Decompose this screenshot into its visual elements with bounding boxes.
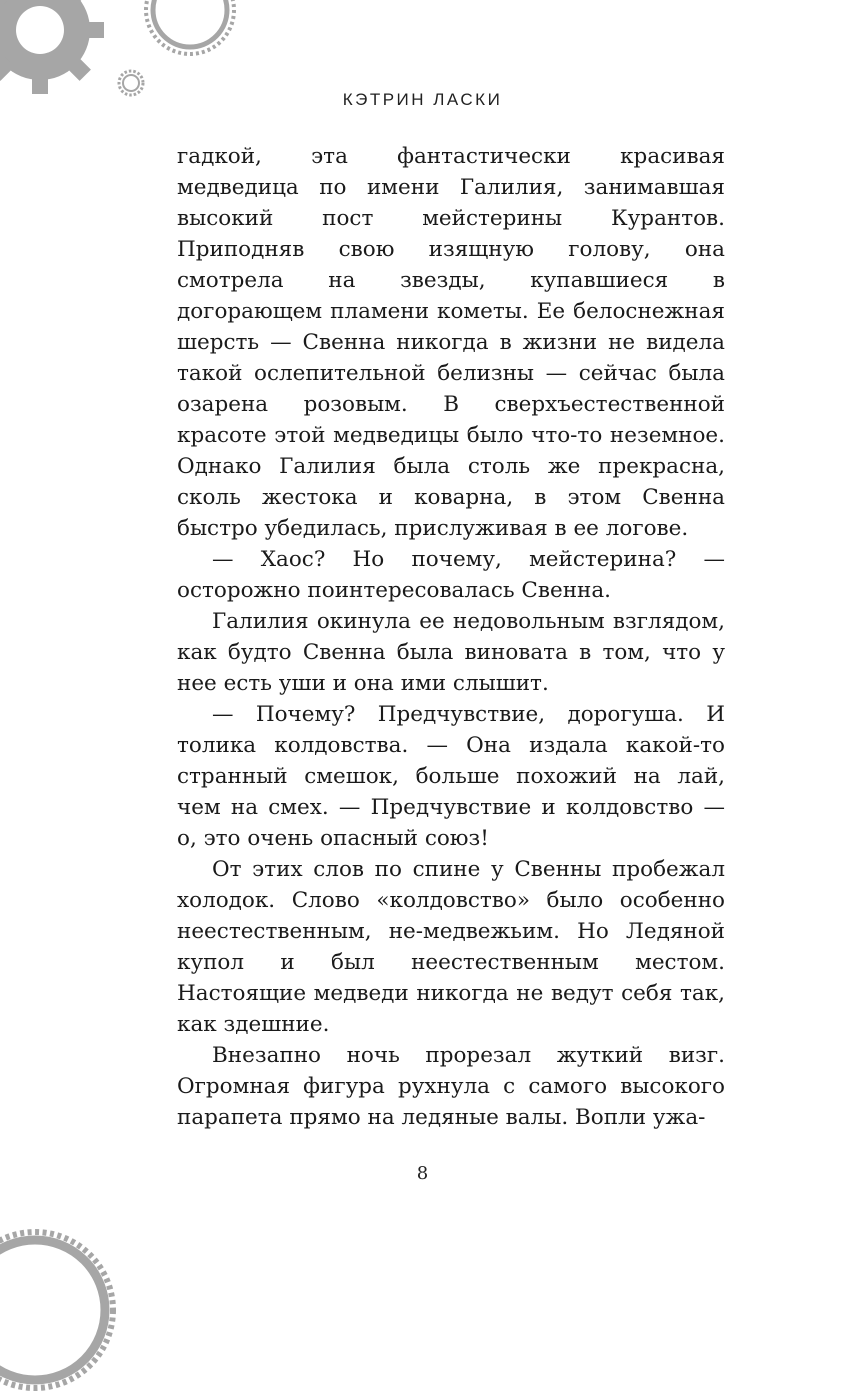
gear-icon-ring [135,0,245,65]
paragraph: гадкой, эта фантастически красивая медведица по имени Галилия, занимавшая высокий пост мейстерины Курантов. Приподняв свою изящную голову, она смотрела на звезды, купавшиеся в догорающем пламени кометы. Ее белоснежная шерсть — Свенна никогда в жизни не видела такой ослепительной белизны — сейчас была озарена розовым. В сверхъестественной красоте этой медведицы было что-то неземное. Однако Галилия была столь же прекрасна, сколь жестока и коварна, в этом Свенна быстро убедилась, прислуживая в ее логове. [177,144,725,541]
paragraph: Внезапно ночь прорезал жуткий визг. Огромная фигура рухнула с самого высокого парапета прямо на ледяные валы. Вопли ужа- [177,1043,725,1130]
gear-icon-large [0,0,110,100]
paragraph: — Почему? Предчувствие, дорогуша. И толика колдовства. — Она издала какой-то странный смешок, больше похожий на лай, чем на смех. — Предчувствие и колдовство — о, это очень опасный союз! [177,702,725,851]
page-number: 8 [416,1163,429,1184]
paragraph: — Хаос? Но почему, мейстерина? — осторожно поинтересовалась Свенна. [177,547,725,603]
running-header-author: КЭТРИН ЛАСКИ [342,90,503,109]
page-body-text [177,141,725,1133]
gear-icon-bottom [0,1220,125,1400]
paragraph: От этих слов по спине у Свенны пробежал холодок. Слово «колдовство» было особенно неестественным, не-медвежьим. Но Ледяной купол и был неестественным местом. Настоящие медведи никогда не ведут себя так, как здешние. [177,857,725,1037]
paragraph: Галилия окинула ее недовольным взглядом, как будто Свенна была виновата в том, что у нее есть уши и она ими слышит. [177,609,725,696]
